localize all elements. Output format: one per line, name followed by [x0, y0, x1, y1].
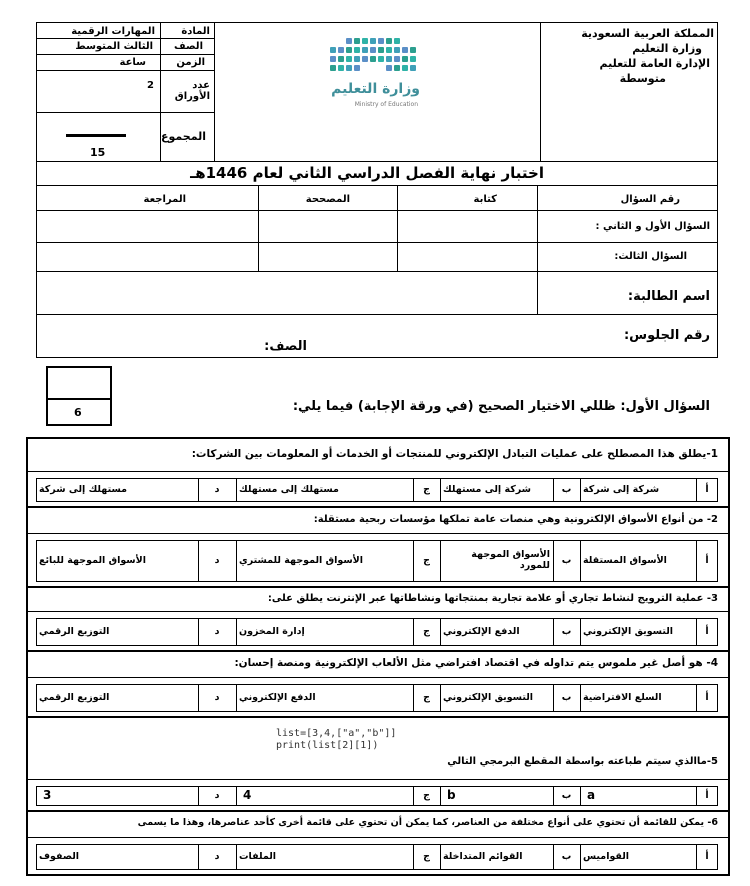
- logo-english: Ministry of Education: [354, 101, 418, 108]
- option-letter: أ: [705, 483, 709, 495]
- header-right-4: متوسطة: [619, 72, 666, 85]
- info-label-time: الزمن: [176, 57, 205, 68]
- option-letter: أ: [705, 625, 709, 637]
- option-letter: أ: [705, 850, 709, 862]
- grading-header-qnum: رقم السؤال: [620, 194, 680, 205]
- option-text[interactable]: التسويق الإلكتروني: [583, 625, 674, 637]
- option-text[interactable]: الصفوف: [39, 850, 80, 862]
- option-text[interactable]: الدفع الإلكتروني: [443, 625, 520, 637]
- ministry-logo: [328, 36, 420, 116]
- option-letter: أ: [705, 691, 709, 703]
- logo-dots-icon: [330, 38, 418, 78]
- option-letter: د: [214, 625, 220, 637]
- option-letter: ج: [423, 850, 430, 862]
- code-line: print(list[2][1]): [276, 740, 379, 751]
- option-letter: د: [214, 691, 220, 703]
- question-text: 2- من أنواع الأسواق الإلكترونية وهي منصات عامة تملكها مؤسسات ربحية مستقلة:: [313, 514, 718, 525]
- option-text[interactable]: 3: [43, 788, 52, 803]
- option-text[interactable]: مستهلك إلى مستهلك: [239, 483, 339, 495]
- option-text[interactable]: إدارة المخزون: [239, 625, 305, 637]
- student-name-label: اسم الطالبة:: [627, 289, 710, 304]
- option-letter: ب: [561, 554, 572, 566]
- grading-row-q3: السؤال الثالث:: [614, 251, 687, 262]
- info-value-class: الثالث المتوسط: [75, 41, 153, 52]
- info-value-subject: المهارات الرقمية: [71, 26, 155, 37]
- seat-number-label: رقم الجلوس:: [623, 328, 710, 343]
- option-letter: ج: [423, 554, 430, 566]
- option-text[interactable]: مستهلك إلى شركة: [39, 483, 128, 495]
- info-label-class: الصف: [174, 41, 203, 52]
- info-value-time: ساعة: [119, 57, 146, 68]
- grading-row-q1q2: السؤال الأول و الثاني :: [595, 221, 710, 232]
- total-value: 15: [90, 146, 106, 159]
- section1-score: 6: [74, 406, 82, 419]
- question-text: 6- يمكن للقائمة أن تحتوي على أنواع مختلفة من العناصر، كما يمكن أن تحتوي على قائمة أخرى كأحد عناصرها، وهذا ما يسمى: [137, 817, 718, 828]
- option-text[interactable]: شركة إلى شركة: [583, 483, 660, 495]
- option-letter: أ: [705, 554, 709, 566]
- question-text: 1-يطلق هذا المصطلح على عمليات التبادل الإلكتروني للمنتجات أو الخدمات أو المعلومات بين الشركات:: [191, 447, 718, 460]
- option-text[interactable]: الأسواق المستقلة: [583, 554, 667, 566]
- grading-header-corrector: المصححة: [305, 194, 350, 205]
- question-text: 5-ماالذي سيتم طباعته بواسطة المقطع البرمجي التالي: [447, 756, 718, 767]
- option-text[interactable]: الدفع الإلكتروني: [239, 691, 316, 703]
- option-text[interactable]: التوزيع الرقمي: [39, 691, 110, 703]
- total-fraction-line: [66, 134, 126, 137]
- option-letter: ب: [561, 850, 572, 862]
- total-label: المجموع: [161, 130, 206, 143]
- option-text[interactable]: التسويق الإلكتروني: [443, 691, 534, 703]
- option-letter: د: [214, 554, 220, 566]
- option-text[interactable]: الملفات: [239, 850, 277, 862]
- option-letter: ج: [423, 789, 430, 801]
- option-text[interactable]: a: [587, 788, 596, 803]
- student-info-box: [36, 272, 718, 358]
- logo-arabic: وزارة التعليم: [331, 81, 420, 97]
- option-letter: د: [214, 789, 220, 801]
- header-right-3: الإدارة العامة للتعليم: [599, 57, 710, 70]
- option-text[interactable]: الأسواق الموجهة للمورد: [471, 549, 550, 571]
- option-text[interactable]: شركة إلى مستهلك: [443, 483, 532, 495]
- question-text: 3- عملية الترويج لنشاط تجاري أو علامة تجارية بمنتجاتها ونشاطاتها عبر الإنترنت يطلق على:: [267, 593, 718, 604]
- option-letter: ب: [561, 789, 572, 801]
- option-text[interactable]: التوزيع الرقمي: [39, 625, 110, 637]
- info-label-pages: عدد الأوراق: [174, 80, 210, 102]
- option-letter: أ: [705, 789, 709, 801]
- option-text[interactable]: b: [447, 788, 456, 803]
- option-text[interactable]: القواميس: [583, 850, 630, 862]
- option-letter: ب: [561, 625, 572, 637]
- option-text[interactable]: الأسواق الموجهة للمشتري: [239, 554, 363, 566]
- option-letter: ب: [561, 691, 572, 703]
- grading-header-reviewer: المراجعة: [143, 194, 186, 205]
- code-line: list=[3,4,["a","b"]]: [276, 728, 397, 739]
- header-right-2: وزارة التعليم: [632, 42, 702, 55]
- exam-title: اختبار نهاية الفصل الدراسي الثاني لعام 1446هـ: [190, 164, 544, 182]
- info-label-subject: المادة: [181, 26, 210, 37]
- option-text[interactable]: الأسواق الموجهة للبائع: [39, 554, 146, 566]
- option-text[interactable]: السلع الافتراضية: [583, 691, 662, 703]
- option-text[interactable]: 4: [243, 788, 252, 803]
- option-letter: ج: [423, 691, 430, 703]
- class-label: الصف:: [264, 339, 307, 354]
- option-letter: ج: [423, 483, 430, 495]
- option-letter: ج: [423, 625, 430, 637]
- grading-header-writing: كتابة: [473, 194, 497, 205]
- section1-title: السؤال الأول: ظللي الاختيار الصحيح (في ورقة الإجابة) فيما يلي:: [292, 399, 710, 414]
- info-value-pages: 2: [147, 80, 154, 91]
- header-right-1: المملكة العربية السعودية: [581, 27, 714, 40]
- option-letter: د: [214, 483, 220, 495]
- option-letter: ب: [561, 483, 572, 495]
- option-text[interactable]: القوائم المتداخلة: [443, 850, 523, 862]
- option-letter: د: [214, 850, 220, 862]
- question-text: 4- هو أصل غير ملموس يتم تداوله في اقتصاد افتراضي مثل الألعاب الإلكترونية ومنصة إحسان:: [234, 657, 718, 669]
